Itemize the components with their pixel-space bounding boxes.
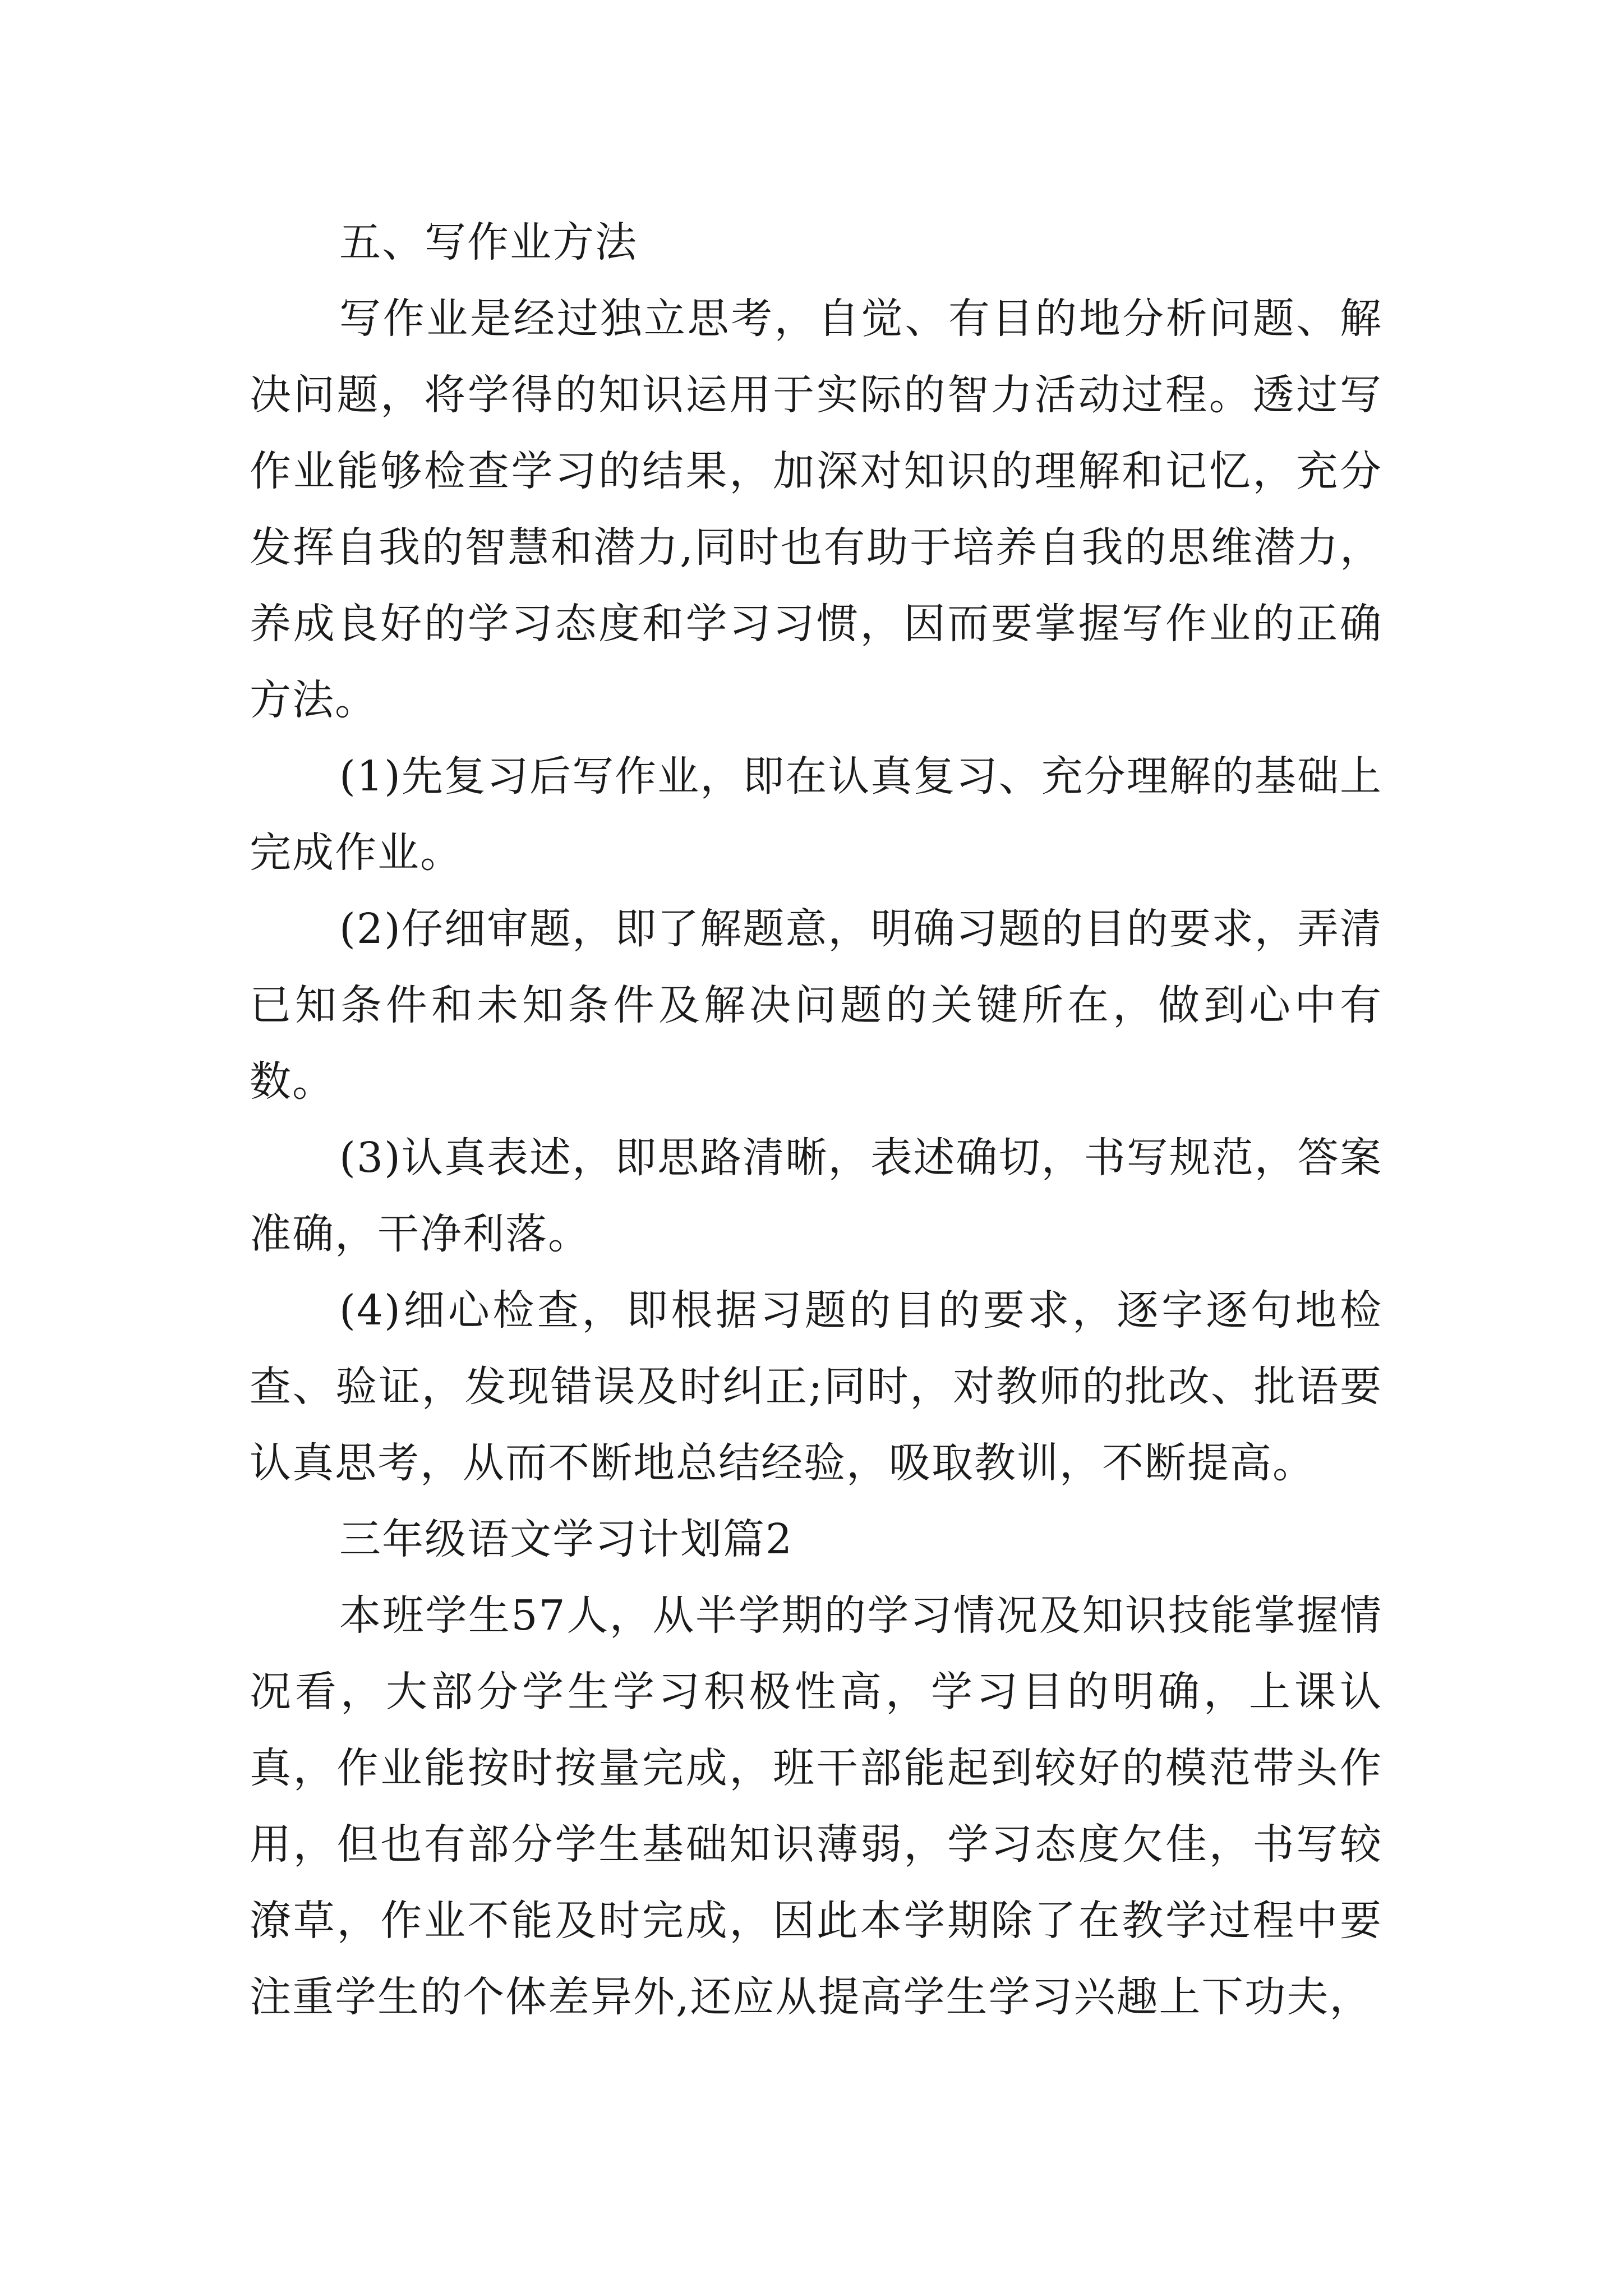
section-title-plan-2: 三年级语文学习计划篇2 (339, 1515, 794, 1563)
paragraph-homework-intro: 写作业是经过独立思考，自觉、有目的地分析问题、解决问题，将学得的知识运用于实际的智力活动过程。透过写作业能够检查学习的结果，加深对知识的理解和记忆，充分发挥自我的智慧和潜力,同时也有助于培养自我的思维潜力，养成良好的学习态度和学习习惯，因而要掌握写作业的正确方法。 (250, 295, 1382, 724)
list-item-1: (1)先复习后写作业，即在认真复习、充分理解的基础上完成作业。 (250, 752, 1382, 877)
list-item-4: (4)细心检查，即根据习题的目的要求，逐字逐句地检查、验证，发现错误及时纠正;同时，对教师的批改、批语要认真思考，从而不断地总结经验，吸取教训，不断提高。 (250, 1286, 1382, 1487)
list-item-2: (2)仔细审题，即了解题意，明确习题的目的要求，弄清已知条件和未知条件及解决问题的关键所在，做到心中有数。 (250, 905, 1382, 1106)
section-heading: 五、写作业方法 (339, 218, 638, 266)
list-item-3: (3)认真表述，即思路清晰，表述确切，书写规范，答案准确，干净利落。 (250, 1134, 1382, 1258)
paragraph-class-situation: 本班学生57人，从半学期的学习情况及知识技能掌握情况看，大部分学生学习积极性高，学习目的明确，上课认真，作业能按时按量完成，班干部能起到较好的模范带头作用，但也有部分学生基础知识薄弱，学习态度欠佳，书写较潦草，作业不能及时完成，因此本学期除了在教学过程中要注重学生的个体差异外,还应从提高学生学习兴趣上下功夫， (250, 1591, 1382, 2021)
document-body (250, 204, 1382, 2035)
